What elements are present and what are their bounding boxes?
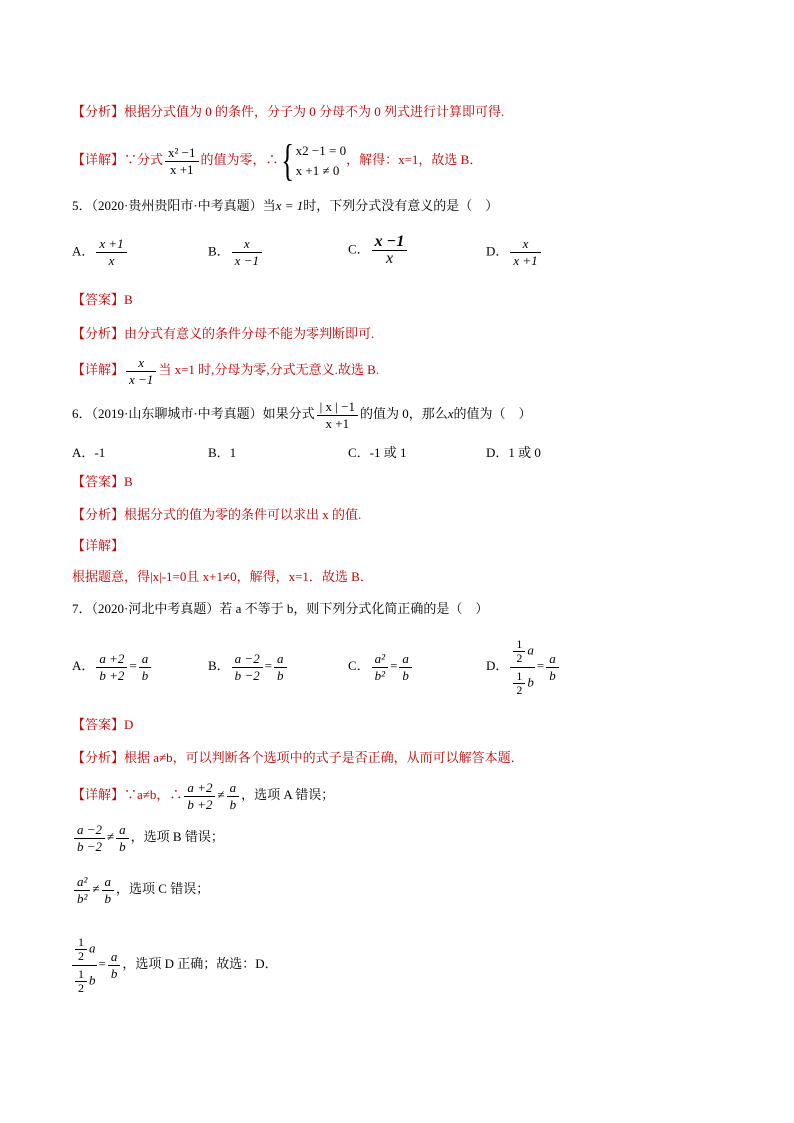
- fraction-numerator: a: [116, 822, 129, 839]
- detail-tag: 【详解】: [72, 362, 125, 377]
- q5-detail: [72, 352, 379, 388]
- q5-option-d[interactable]: [486, 236, 543, 269]
- fraction-denominator: 2: [78, 948, 84, 963]
- analysis-tag: 【分析】: [72, 507, 125, 522]
- fraction-numerator: 1: [513, 638, 525, 652]
- not-equal-sign: ≠: [217, 787, 225, 802]
- fraction-numerator: 1: [75, 936, 87, 950]
- fraction: [184, 780, 215, 813]
- q7-detail-b: [72, 818, 224, 856]
- q7-option-a[interactable]: [72, 648, 153, 684]
- equals-sign: =: [98, 956, 106, 971]
- fraction-denominator: b −2: [77, 838, 103, 854]
- compound-denominator: [72, 966, 97, 995]
- fraction-denominator: x −1: [129, 371, 154, 387]
- fraction-numerator: a: [227, 780, 240, 797]
- fraction-numerator: x +1: [96, 236, 126, 253]
- not-equal-sign: ≠: [107, 829, 115, 844]
- q6-detail: [72, 537, 124, 555]
- fraction: [74, 874, 90, 907]
- fraction: [317, 399, 358, 432]
- fraction-denominator: x: [108, 253, 115, 268]
- q7-option-d[interactable]: [486, 630, 561, 702]
- half-b-var: b: [527, 674, 534, 689]
- fraction-numerator: x² −1: [165, 145, 198, 162]
- fraction-denominator: b: [549, 667, 556, 683]
- verdict-text: ，选项 C 错误；: [116, 881, 210, 896]
- fraction: [546, 651, 559, 684]
- fraction: [513, 638, 525, 665]
- fraction-numerator: a: [546, 651, 559, 668]
- fraction-denominator: b: [277, 667, 284, 683]
- answer-tag: 【答案】: [72, 292, 125, 307]
- fraction: [102, 874, 115, 907]
- not-equal-sign: ≠: [92, 881, 100, 896]
- fraction-denominator: b +2: [187, 796, 213, 812]
- fraction: [126, 355, 156, 388]
- verdict-text: ，选项 D 正确；故选：D．: [122, 956, 278, 971]
- detail-suffix: ，解得：x=1，故选 B．: [346, 152, 483, 167]
- fraction: [510, 236, 540, 269]
- fraction: [227, 780, 240, 813]
- detail-tag: 【详解】: [72, 152, 125, 167]
- fraction-numerator: a²: [74, 874, 90, 891]
- equals-sign: =: [536, 658, 545, 673]
- q5-option-b[interactable]: [208, 236, 264, 269]
- fraction-numerator: a −2: [232, 651, 263, 668]
- fraction-numerator: x: [126, 355, 156, 372]
- fraction: [372, 234, 408, 267]
- detail-tag: 【详解】: [72, 538, 125, 553]
- fraction-denominator: b²: [374, 667, 386, 683]
- fraction: [75, 936, 87, 963]
- system-line-1: x2 −1 = 0: [295, 143, 347, 159]
- analysis-line-1: [72, 103, 504, 121]
- fraction-numerator: x: [232, 236, 262, 253]
- fraction: [74, 822, 105, 855]
- option-label: A．: [72, 658, 95, 673]
- answer-value: B: [124, 474, 133, 489]
- fraction-denominator: b: [104, 890, 112, 906]
- q7-detail-d: [72, 928, 278, 1000]
- fraction-numerator: a: [139, 651, 152, 668]
- q5-option-a[interactable]: [72, 236, 129, 269]
- q6-option-b[interactable]: B．1: [208, 445, 237, 460]
- q7-option-b[interactable]: [208, 648, 289, 684]
- q7-answer: [72, 716, 133, 734]
- fraction-numerator: a: [399, 651, 412, 668]
- half-b-var: b: [89, 972, 96, 987]
- q6-stem-prefix: 6．（2019·山东聊城市·中考真题）如果分式: [72, 406, 315, 421]
- fraction: [274, 651, 287, 684]
- q7-analysis: [72, 749, 524, 767]
- fraction-numerator: 1: [75, 968, 87, 982]
- option-label: D．: [486, 243, 509, 259]
- fraction: [513, 670, 525, 697]
- analysis-tag: 【分析】: [72, 750, 125, 765]
- q7-stem: 7．（2020·河北中考真题）若 a 不等于 b，则下列分式化简正确的是（ ）: [72, 601, 489, 616]
- q7-detail-a: [72, 776, 334, 814]
- analysis-tag: 【分析】: [72, 326, 125, 341]
- answer-tag: 【答案】: [72, 717, 125, 732]
- answer-value: B: [124, 292, 133, 307]
- fraction-numerator: a +2: [96, 651, 127, 668]
- fraction: [232, 651, 263, 684]
- fraction-denominator: x: [385, 250, 394, 267]
- compound-fraction: [510, 638, 535, 697]
- fraction-denominator: b: [110, 965, 118, 981]
- analysis-text: 由分式有意义的条件分母不能为零判断即可.: [124, 326, 375, 341]
- q6-option-a[interactable]: A．-1: [72, 445, 106, 460]
- analysis-text: 根据分式的值为零的条件可以求出 x 的值.: [124, 507, 362, 522]
- option-label: B．: [208, 658, 230, 673]
- q7-detail-c: [72, 870, 209, 908]
- q6-answer: [72, 473, 133, 491]
- fraction: [75, 968, 87, 995]
- answer-value: D: [124, 717, 134, 732]
- fraction-numerator: x −1: [372, 234, 408, 251]
- fraction-denominator: b: [141, 667, 149, 683]
- fraction-numerator: 1: [513, 670, 525, 684]
- equals-sign: =: [264, 658, 273, 673]
- detail-line-1: [72, 136, 483, 186]
- detail-prefix: ∵分式: [124, 152, 164, 167]
- fraction: [139, 651, 152, 684]
- fraction: [372, 651, 388, 684]
- fraction-denominator: 2: [78, 980, 84, 995]
- q5-analysis: [72, 325, 374, 343]
- fraction-denominator: x −1: [234, 253, 259, 268]
- half-a-var: a: [89, 940, 96, 955]
- fraction-denominator: b: [229, 796, 237, 812]
- half-a-var: a: [527, 642, 534, 657]
- fraction-denominator: x +1: [325, 415, 350, 431]
- fraction-numerator: a: [108, 949, 121, 966]
- fraction-denominator: b −2: [234, 667, 260, 683]
- fraction: [232, 236, 262, 269]
- fraction: [96, 651, 127, 684]
- detail-mid: 的值为零，∴: [200, 152, 279, 167]
- fraction-numerator: a: [102, 874, 115, 891]
- q6-stem-mid: 的值为 0，那么: [359, 406, 448, 421]
- fraction-denominator: b +2: [99, 667, 125, 683]
- q7-option-c[interactable]: [348, 648, 414, 684]
- fraction-numerator: a²: [372, 651, 388, 668]
- left-brace-icon: {: [280, 136, 294, 186]
- fraction-numerator: a −2: [74, 822, 105, 839]
- fraction: [399, 651, 412, 684]
- q5-answer: [72, 291, 133, 309]
- q5-option-c[interactable]: [348, 234, 409, 267]
- verdict-text: ，选项 A 错误；: [241, 787, 335, 802]
- detail-tag: 【详解】: [72, 787, 125, 802]
- q6-variable: x: [447, 406, 454, 421]
- q6-solution: 根据题意，得|x|-1=0且 x+1≠0，解得，x=1．故选 B．: [72, 569, 373, 584]
- q6-stem: [72, 396, 532, 432]
- analysis-tag: 【分析】: [72, 104, 125, 119]
- compound-fraction: [72, 936, 97, 995]
- detail-text: 当 x=1 时,分母为零,分式无意义.故选 B.: [158, 362, 380, 377]
- compound-denominator: [510, 668, 535, 697]
- fraction-numerator: | x | −1: [317, 399, 358, 416]
- fraction-numerator: a: [274, 651, 287, 668]
- fraction-numerator: a +2: [184, 780, 215, 797]
- q5-stem-prefix: 5．（2020·贵州贵阳市·中考真题）当: [72, 198, 276, 213]
- system-line-2: x +1 ≠ 0: [295, 163, 340, 179]
- answer-tag: 【答案】: [72, 474, 125, 489]
- option-label: A．: [72, 243, 95, 259]
- q6-stem-suffix: 的值为（ ）: [453, 406, 532, 421]
- fraction: [165, 145, 198, 178]
- fraction-denominator: 2: [516, 650, 523, 665]
- fraction-denominator: b: [402, 667, 409, 683]
- compound-numerator: [72, 936, 97, 966]
- fraction-denominator: b²: [77, 890, 88, 906]
- analysis-text: 根据 a≠b，可以判断各个选项中的式子是否正确，从而可以解答本题．: [124, 750, 524, 765]
- q5-stem: [72, 197, 498, 215]
- option-label: C．: [348, 241, 370, 257]
- fraction: [96, 236, 126, 269]
- q6-option-d[interactable]: D．1 或 0: [486, 445, 541, 460]
- option-label: D．: [486, 658, 509, 673]
- equation-system: [296, 141, 346, 181]
- q6-analysis: [72, 506, 361, 524]
- compound-numerator: [510, 638, 535, 668]
- fraction-denominator: x +1: [169, 161, 194, 177]
- verdict-text: ，选项 B 错误；: [130, 829, 224, 844]
- option-label: C．: [348, 658, 370, 673]
- equals-sign: =: [390, 658, 398, 673]
- fraction: [116, 822, 129, 855]
- fraction-denominator: x +1: [513, 253, 538, 268]
- option-label: B．: [208, 243, 230, 259]
- equals-sign: =: [129, 658, 137, 673]
- fraction-denominator: 2: [516, 682, 523, 697]
- q5-stem-suffix: 时，下列分式没有意义的是（ ）: [303, 198, 499, 213]
- fraction: [108, 949, 121, 982]
- analysis-text: 根据分式值为 0 的条件，分子为 0 分母不为 0 列式进行计算即可得.: [124, 104, 505, 119]
- fraction-denominator: b: [119, 838, 126, 854]
- q6-option-c[interactable]: C．-1 或 1: [348, 445, 407, 460]
- q5-condition: x = 1: [275, 198, 304, 213]
- fraction-numerator: x: [510, 236, 540, 253]
- detail-prefix: ∵a≠b，∴: [124, 787, 183, 802]
